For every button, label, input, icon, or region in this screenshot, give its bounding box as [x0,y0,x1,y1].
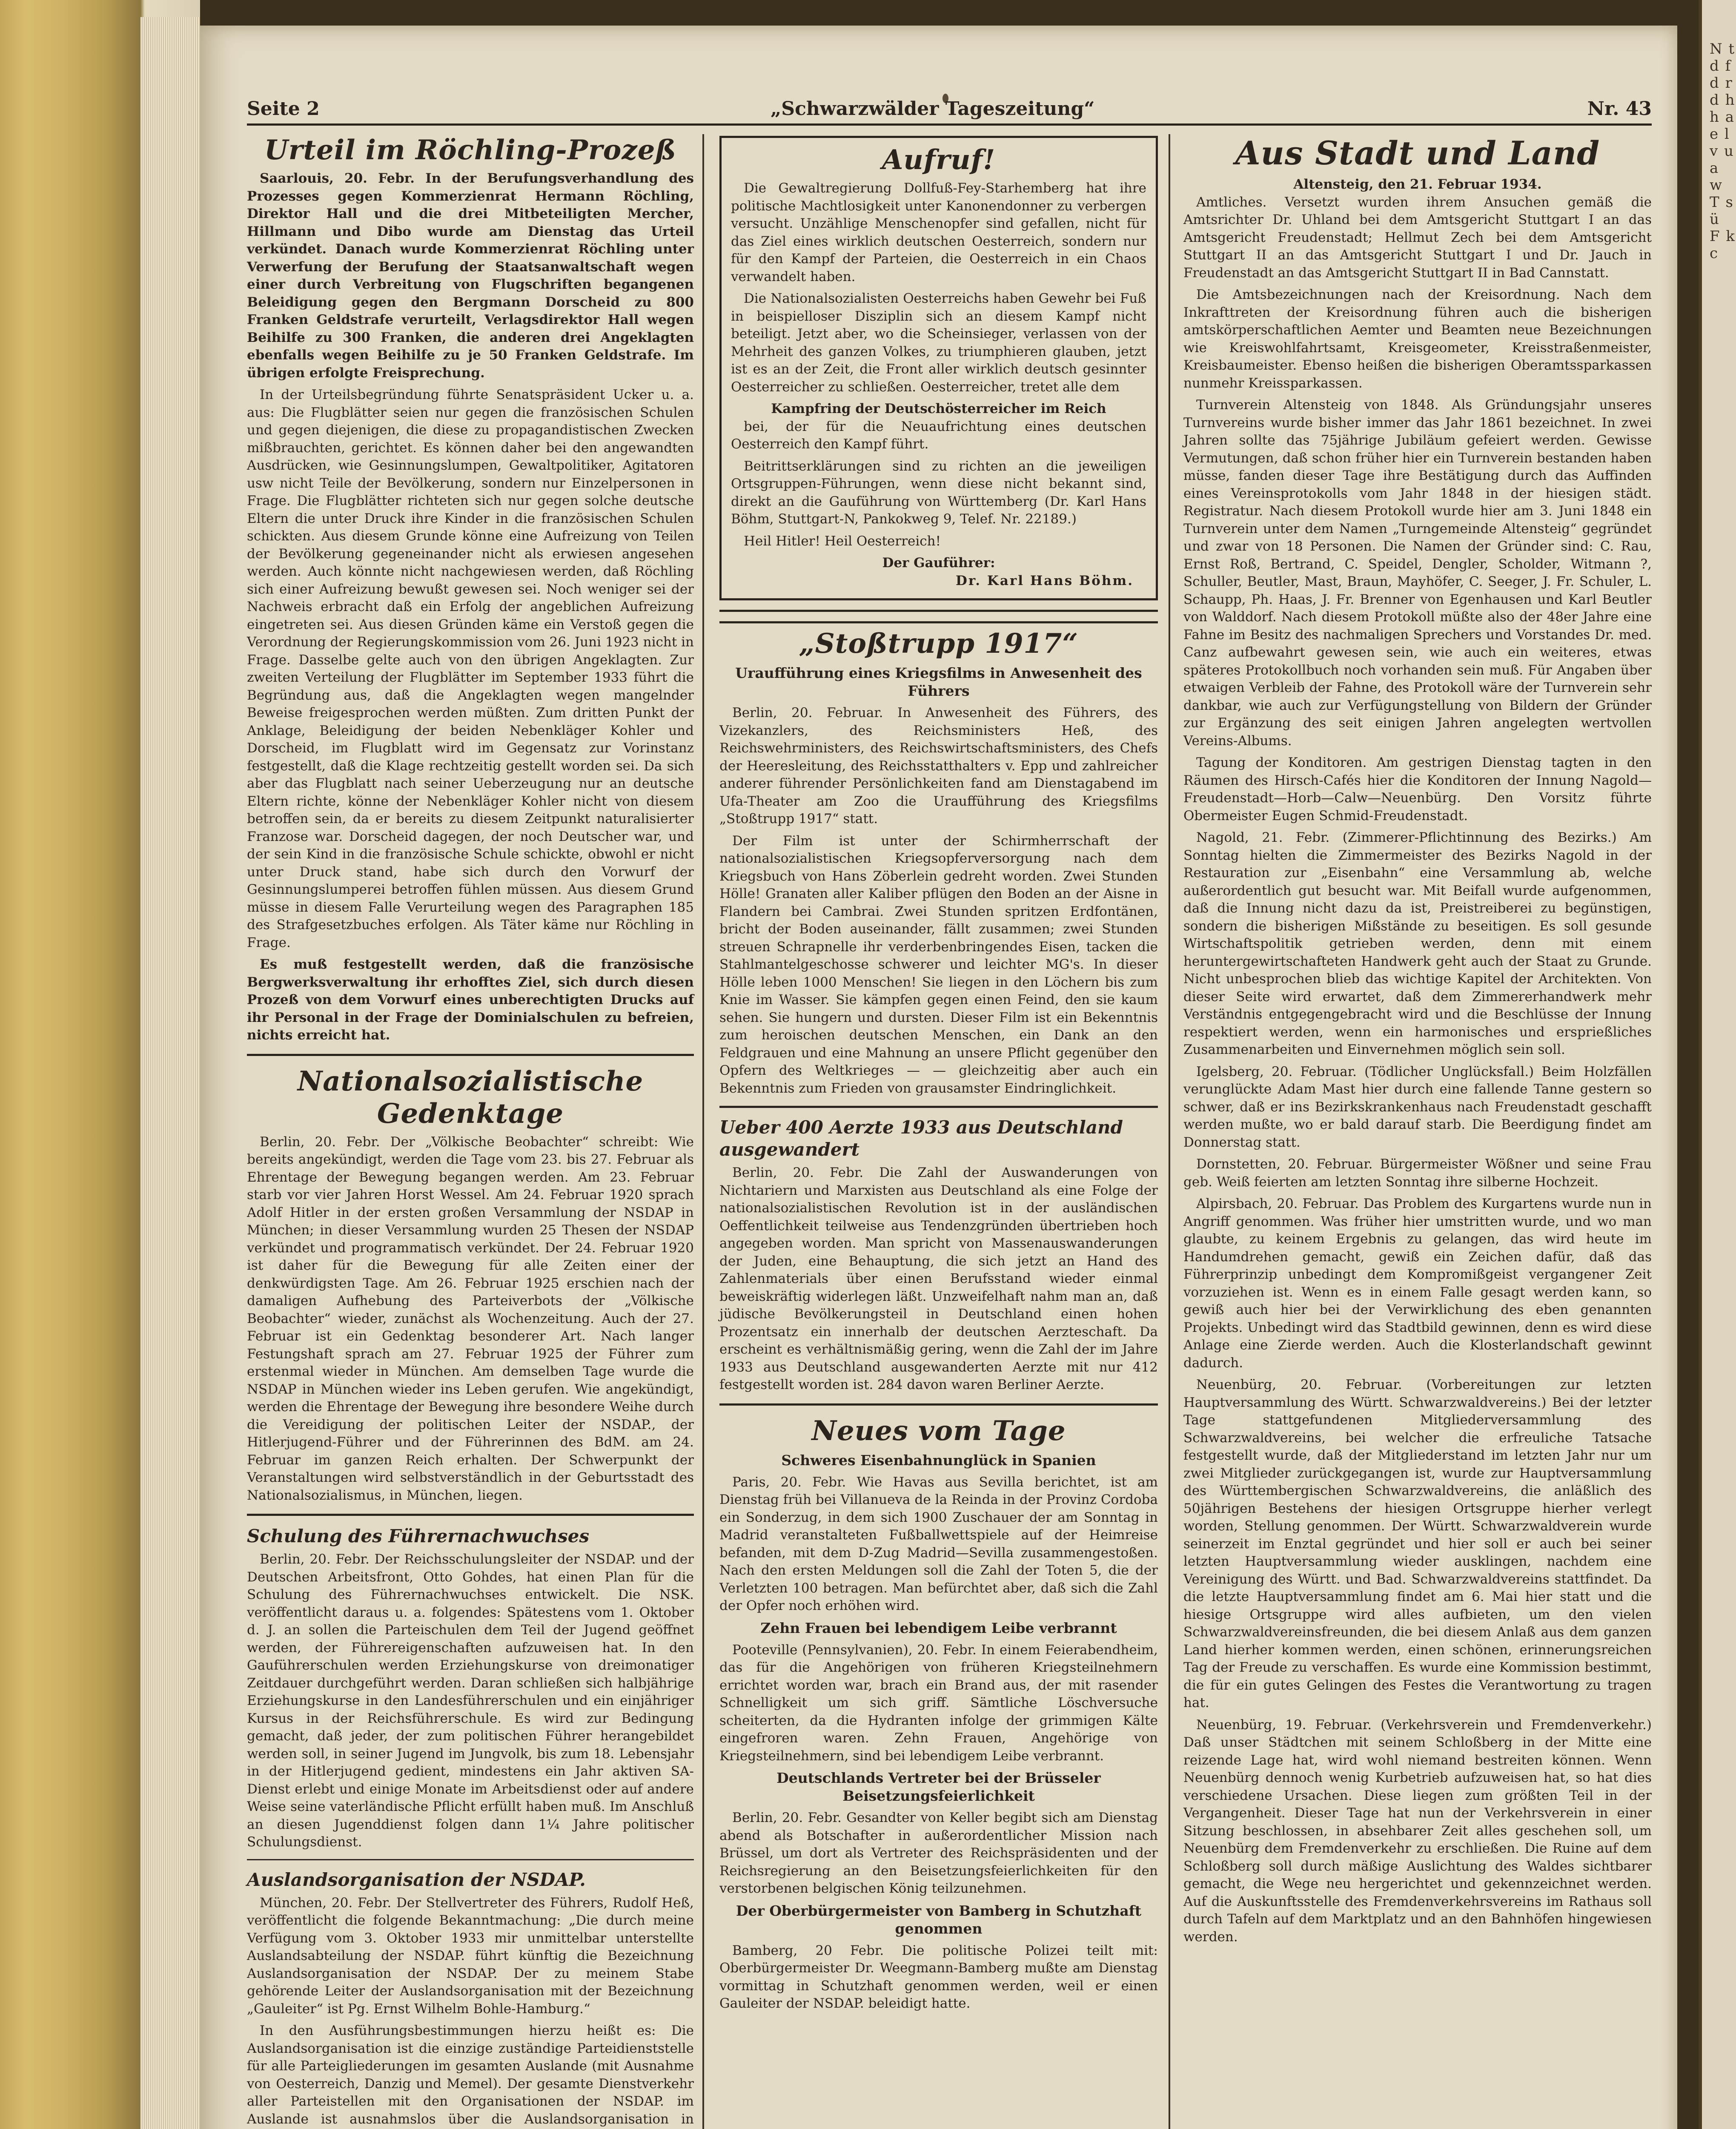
section-title: Aus Stadt und Land [1235,134,1600,172]
article-paragraph: Der Film ist unter der Schirmherrschaft der nationalsozialistischen Kriegsopferversorgung nach dem Kriegsbuch von Hans Zöberlein gedreht worden. Zwei Stunden Hölle! Granaten aller Kaliber pflügen den Boden an der Aisne in Flandern bei Cambrai. Zwei Stunden spritzen Erdfontänen, bricht der Boden auseinander, fällt zusammen; zwei Stunden streuen Schrapnelle ihr verderbenbringendes Eisen, tacken die Stahlmantelgeschosse schwerer und leichter MG's. In dieser Hölle leben 1000 Menschen! Sie liegen in den Löchern bis zum Knie im Wasser. Sie kämpfen gegen einen Feind, den sie kaum sehen. Sie hungern und dursten. Dieser Film ist ein Bekenntnis zum heroischen deutschen Menschen, ein Dank an den Feldgrauen und eine Mahnung an unsere Pflicht gegenüber den Opfern des Weltkrieges — — gleichzeitig aber auch ein Bekenntnis zum Frieden von grausamster Eindringlichkeit. [719,833,1158,1096]
article-title: Schulung des Führernachwuchses [247,1526,590,1547]
article-title: Neues vom Tage [811,1415,1066,1447]
signature-title: Der Gauführer: [882,555,995,571]
article-paragraph: Pooteville (Pennsylvanien), 20. Febr. In einem Feierabendheim, das für die Angehörigen von früheren Kriegsteilnehmern errichtet worden war, brach ein Brand aus, der mit rasender Schnelligkeit um sich griff. Sämtliche Löschversuche scheiterten, da die Hydranten infolge der grimmigen Kälte eingefroren waren. Zehn Frauen, Angehörige von Kriegsteilnehmern, sind bei lebendigem Leibe verbrannt. [719,1642,1158,1764]
divider [719,610,1158,612]
article-paragraph: In den Ausführungsbestimmungen hierzu heißt es: Die Auslandsorganisation ist die einzige zuständige Parteidienststelle für alle Parteigliederungen im gesamten Auslande (mit Ausnahme von Oesterreich, Danzig und Memel). Der gesamte Dienstverkehr aller Parteistellen mit den Organisationen der NSDAP. im Auslande ist ausnahmslos über die Auslandsorganisation in [247,2023,694,2127]
column-rule [702,134,704,2129]
dateline: Altensteig, den 21. Februar 1934. [1293,177,1542,192]
column-right [1183,134,1652,2129]
issue-number: Nr. 43 [1587,98,1652,120]
page-header [247,98,1652,126]
article-paragraph: Bamberg, 20 Febr. Die politische Polizei teilt mit: Oberbürgermeister Dr. Weegmann-Bamberg mußte am Dienstag vormittag in Schutzhaft genommen werden, weil er einen Gauleiter der NSDAP. beleidigt hatte. [719,1942,1158,2011]
article-title: Urteil im Röchling-Prozeß [264,134,677,166]
article-paragraph: Dornstetten, 20. Februar. Bürgermeister Wößner und seine Frau geb. Weiß feierten am letzten Sonntag ihre silberne Hochzeit. [1183,1156,1652,1190]
article-paragraph: Nagold, 21. Febr. (Zimmerer-Pflichtinnung des Bezirks.) Am Sonntag hielten die Zimmermeister des Bezirks Nagold in der Restauration zur „Eisenbahn“ eine Versammlung ab, welche außerordentlich gut besucht war. Mit Beifall wurde aufgenommen, daß die Innung nicht dazu da ist, Preistreiberei zu begünstigen, sondern die bisherigen Mißstände zu beseitigen. Es soll gesunde Wirtschaftspolitik getrieben werden, denn mit einem heruntergewirtschafteten Handwerk geht auch der Staat zu Grunde. Nicht unbesprochen blieb das wichtige Kapitel der Architekten. Von dieser Seite wird erwartet, daß dem Zimmererhandwerk mehr Verständnis entgegengebracht wird und die Beschlüsse der Innung respektiert werden, wenn ein harmonisches und ersprießliches Zusammenarbeiten und Einvernehmen möglich sein soll. [1183,830,1652,1057]
article-paragraph: bei, der für die Neuaufrichtung eines deutschen Oesterreich den Kampf führt. [731,419,1146,452]
article-paragraph: Die Gewaltregierung Dollfuß-Fey-Starhemberg hat ihre politische Machtlosigkeit unter Kanonendonner zu verbergen versucht. Unzählige Menschenopfer sind gefallen, nicht für das Ziel eines wirklich deutschen Oesterreich, sondern nur für den Kampf der Parteien, die Oesterreich in ein Chaos verwandelt haben. [731,181,1146,284]
news-heading: Deutschlands Vertreter bei der Brüsseler Beisetzungsfeierlichkeit [776,1770,1101,1804]
book-binding [0,0,200,2129]
newspaper-name: „Schwarzwälder Tageszeitung“ [771,98,1095,120]
article-paragraph: Heil Hitler! Heil Oesterreich! [744,533,941,549]
article-subtitle: Uraufführung eines Kriegsfilms in Anwesenheit des Führers [735,665,1142,699]
article-paragraph: Berlin, 20. Februar. In Anwesenheit des Führers, des Vizekanzlers, des Reichsministers Heß, des Reichswehrministers, des Reichswirtschaftsministers, des Chefs der Heeresleitung, des Reichsstatthalters v. Epp und zahlreicher anderer führender Persönlichkeiten fand am Dienstagabend im Ufa-Theater am Zoo die Uraufführung des Kriegsfilms „Stoßtrupp 1917“ statt. [719,705,1158,826]
article-paragraph: In der Urteilsbegründung führte Senatspräsident Ucker u. a. aus: Die Flugblätter seien nur gegen die französischen Schulen und gegen diejenigen, die diese zu propagandistischen Zwecken mißbrauchten, gerichtet. Es können daher bei den angewandten Ausdrücken, wie Gesinnungslumpen, Gewaltpolitiker, Agitatoren usw nicht Teile der Bevölkerung, sondern nur Einzelpersonen in Frage. Die Flugblätter richteten sich nur gegen solche deutsche Eltern die unter Druck ihre Kinder in die französischen Schulen schickten. Aus diesem Grunde könne eine Aufreizung von Teilen der Bevölkerung gegeneinander nicht als erwiesen angesehen werden. Auch könnte nicht nachgewiesen werden, daß Röchling sich einer Aufreizung bewußt gewesen sei. Noch weniger sei der Nachweis erbracht daß ein Erfolg der angeblichen Aufreizung eingetreten sei. Aus diesen Gründen käme ein Verstoß gegen die Verordnung der Regierungskommission vom 26. Juni 1923 nicht in Frage. Dasselbe gelte auch von den übrigen Angeklagten. Zur zweiten Verteilung der Flugblätter im September 1933 führt die Begründung aus, daß die Angeklagten wegen mangelnder Beweise freigesprochen werden müßten. Zum dritten Punkt der Anklage, Beleidigung der beiden Nebenkläger Kohler und Dorscheid, im Flugblatt wird im Gegensatz zur Vorinstanz festgestellt, daß die Klage rechtzeitig gestellt worden sei. Da sich aber das Flugblatt nach seiner Ueberzeugung nur an deutsche Eltern richte, könne der Nebenkläger Kohler nicht von diesem betroffen sein, da er bereits zu diesem Zeitpunkt naturalisierter Franzose war. Dorscheid dagegen, der noch Deutscher war, und der sein Kind in die französische Schule schickte, obwohl er nicht unter Druck stand, habe sich durch den Vorwurf der Gesinnungslumperei betroffen fühlen müssen. Aus diesem Grund müsse in diesem Falle Verurteilung wegen des Paragraphen 185 des Strafgesetzbuches erfolgen. Als Täter käme nur Röchling in Frage. [247,387,694,950]
article-paragraph: Berlin, 20. Febr. Der Reichsschulungsleiter der NSDAP. und der Deutschen Arbeitsfront, Otto Gohdes, hat einen Plan für die Schulung des Führernachwuchses entwickelt. Die NSK. veröffentlicht daraus u. a. folgendes: Spätestens vom 1. Oktober d. J. an sollen die Parteischulen dem Teil der Jugend geöffnet werden, der Führereigenschaften aufzuweisen hat. In den Gauführerschulen werden Erziehungskurse von dreimonatiger Zeitdauer durchgeführt werden. Daran schließen sich halbjährige Erziehungskurse in den Landesführerschulen und ein einjähriger Kursus in der Reichsführerschule. Es wird zur Bedingung gemacht, daß jeder, der zum politischen Führer herangebildet werden soll, in seiner Jugend im Jungvolk, bis zum 18. Lebensjahr in der Hitlerjugend gedient, mindestens ein Jahr aktiven SA-Dienst erlebt und einige Monate im Arbeitsdienst oder auf andere Weise seine vaterländische Pflicht erfüllt haben muß. Im Anschluß an diesen Jugenddienst folgen dann 1¼ Jahre politischer Schulungsdienst. [247,1552,694,1850]
article-title: Nationalsozialistische Gedenktage [297,1065,644,1130]
article-paragraph: Neuenbürg, 19. Februar. (Verkehrsverein und Fremdenverkehr.) Daß unser Städtchen mit seinem Schloßberg in der Mitte eine reizende Lage hat, wird wohl niemand bestreiten können. Wenn Neuenbürg dennoch wenig Kurbetrieb aufzuweisen hat, so hat dies verschiedene Ursachen. Diese liegen zum größten Teil in der Vergangenheit. Dieser Tage hat nun der Verkehrsverein in einer Sitzung beschlossen, in absehbarer Zeit alles geschehen soll, um Neuenbürg dem Fremdenverkehr zu erschließen. Die Ruine auf dem Schloßberg soll durch mäßige Auslichtung des Waldes sichtbarer gemacht, die Wege neu hergerichtet und gekennzeichnet werden. Auf die Auskunftsstelle des Fremdenverkehrsvereins im Rathaus soll durch Tafeln auf dem Marktplatz und an den Bahnhöfen hingewiesen werden. [1183,1717,1652,1945]
article-paragraph: Berlin, 20. Febr. Die Zahl der Auswanderungen von Nichtariern und Marxisten aus Deutschland als eine Folge der nationalsozialistischen Revolution ist in der ausländischen Oeffentlichkeit teilweise aus Tendenzgründen übertrieben hoch angegeben worden. Man spricht von Massenauswanderungen der Juden, eine Behauptung, die sich jetzt an Hand des Zahlenmaterials über einen Berufsstand wieder einmal beweiskräftig widerlegen läßt. Unzweifelhaft nahm man an, daß jüdische Bevölkerungsteil in Deutschland einen hohen Prozentsatz ein innerhalb der deutschen Aerzteschaft. Da erscheint es verhältnismäßig gering, wenn die Zahl der im Jahre 1933 aus Deutschland ausgewanderten Aerzte mit nur 412 festgestellt worden ist. 284 davon waren Berliner Aerzte. [719,1165,1158,1392]
article-subheading: Kampfring der Deutschösterreicher im Reich [771,401,1106,416]
article-paragraph: Alpirsbach, 20. Februar. Das Problem des Kurgartens wurde nun in Angriff genommen. Was früher hier umstritten wurde, und wo man glaubte, zu keinem Ergebnis zu gelangen, das wird heute im Handumdrehen gemacht, gewiß ein Zeichen dafür, daß das Führerprinzip unbedingt dem Kompromißgeist vergangener Zeit vorzuziehen ist. Wenn es in einem Falle gesagt werden kann, so gewiß auch hier bei der Verwirklichung des eben genannten Projekts. Unbedingt wird das Stadtbild gewinnen, denn es wird diese Anlage eine Zierde werden. Auch die Klosterlandschaft gewinnt dadurch. [1183,1196,1652,1371]
column-left [247,134,694,2129]
column-rule [1169,134,1170,2129]
film-article [719,621,1158,1108]
article-paragraph: Es muß festgestellt werden, daß die französische Bergwerksverwaltung ihr erhofftes Ziel, sich durch diesen Prozeß von dem Vorwurf eines unberechtigten Drucks auf ihr Personal in der Frage der Dominialschulen zu befreien, nichts erreicht hat. [247,957,694,1043]
article-paragraph: Tagung der Konditoren. Am gestrigen Dienstag tagten in den Räumen des Hirsch-Cafés hier die Konditoren der Innung Nagold—Freudenstadt—Horb—Calw—Neuenbürg. Den Vorsitz führte Obermeister Eugen Schmid-Freudenstadt. [1183,755,1652,823]
article-paragraph: Beitrittserklärungen sind zu richten an die jeweiligen Ortsgruppen-Führungen, wenn diese nicht bekannt sind, direkt an die Gauführung von Württemberg (Dr. Karl Hans Böhm, Stuttgart-N, Pankokweg 9, Telef. Nr. 22189.) [731,458,1146,527]
newspaper-page [200,26,1677,2129]
page-stack-edge [140,17,200,2129]
appeal-box [719,136,1158,600]
article-paragraph: Die Nationalsozialisten Oesterreichs haben Gewehr bei Fuß in beispielloser Disziplin sich an diesem Kampf nicht beteiligt. Jetzt aber, wo die Scheinsieger, verlassen von der Mehrheit des ganzen Volkes, zu triumphieren glauben, jetzt ist es an der Zeit, die Front aller wirklich deutsch gesinnter Oesterreicher zu schließen. Oesterreicher, tretet alle dem [731,291,1146,395]
divider [247,1514,694,1516]
article-paragraph: Berlin, 20. Febr. Gesandter von Keller begibt sich am Dienstag abend als Botschafter in außerordentlicher Mission nach Brüssel, um dort als Vertreter des Reichspräsidenten und der Reichsregierung an den Beisetzungsfeierlichkeiten für den verstorbenen belgischen König teilzunehmen. [719,1810,1158,1896]
article-paragraph: Neuenbürg, 20. Februar. (Vorbereitungen zur letzten Hauptversammlung des Württ. Schwarzwaldvereins.) Bei der letzter Tage stattgefundenen Mitgliederversammlung des Schwarzwaldvereins, bei welcher die erfreuliche Tatsache festgestellt wurde, daß der Mitgliederstand im letzten Jahr nur um zwei Mitglieder zurückgegangen ist, wurde zur Hauptversammlung des Württembergischen Schwarzwaldvereins, die anläßlich des 50jährigen Bestehens der hiesigen Ortsgruppe hierher verlegt worden, Stellung genommen. Der Württ. Schwarzwaldverein wurde seinerzeit im Enztal gegründet und hier soll er auch bei seiner letzten Hauptversammlung wieder ausklingen, nachdem eine Vereinigung des Württ. und Bad. Schwarzwaldvereins stattfindet. Da die letzte Hauptversammlung findet am 6. Mai hier statt und die hiesige Ortsgruppe wird alles aufbieten, um den vielen Schwarzwaldvereinsfreunden, die bei diesem Anlaß aus dem ganzen Land hierher kommen werden, einen schönen, erinnerungsreichen Tag der Freude zu verschaffen. Es wurde eine Kommission bestimmt, die für ein gutes Gelingen des Festes die Verantwortung zu tragen hat. [1183,1377,1652,1710]
news-heading: Schweres Eisenbahnunglück in Spanien [781,1452,1096,1469]
article-paragraph: Die Amtsbezeichnungen nach der Kreisordnung. Nach dem Inkrafttreten der Kreisordnung führen auch die bisherigen amtskörperschaftlichen Aemter und Beamten neue Bezeichnungen wie Kreiswohlfahrtsamt, Kreisgeometer, Kreisstraßenmeister, Kreisbaumeister. Ebenso heißen die bisherigen Oberamtssparkassen nunmehr Kreissparkassen. [1183,287,1652,391]
article-title: Aufruf! [882,144,996,176]
news-heading: Der Oberbürgermeister von Bamberg in Schutzhaft genommen [736,1902,1142,1937]
article-paragraph: Turnverein Altensteig von 1848. Als Gründungsjahr unseres Turnvereins wurde bisher immer das Jahr 1861 bezeichnet. In zwei Jahren sollte das 75jährige Jubiläum gefeiert werden. Gewisse Vermutungen, daß schon früher hier ein Turnverein bestanden haben müsse, fanden dieser Tage ihre Bestätigung durch das Auffinden eines Vereinsprotokolls vom Jahr 1848 in der hiesigen städt. Registratur. Nach diesem Protokoll wurde hier am 3. Juni 1848 ein Turnverein unter dem Namen „Turngemeinde Altensteig“ gegründet und zwar von 18 Personen. Die Namen der Gründer sind: C. Rau, Ernst Roß, Bertrand, C. Speidel, Dengler, Scholder, Witmann ?, Schuller, Beutler, Mast, Braun, Mayhöfer, C. Seeger, J. Fr. Schuler, L. Schaupp, Ph. Haas, J. Fr. Brenner von Egenhausen und Karl Beutler von Walddorf. Nach diesem Protokoll müßte also der 48er Jahre eine Fahne im Besitz des nachmaligen Sprechers und Vorstandes Dr. med. Canz aufbewahrt gewesen sein, wie auch ein weiteres, etwas späteres Protokollbuch noch vorhanden sein muß. Für Angaben über etwaigen Verbleib der Fahne, des Protokoll wäre der Turnverein sehr dankbar, wie auch zur Verfügungstellung von Bildern der Gründer zur Ergänzung des seit einigen Jahren angelegten wertvollen Vereins-Albums. [1183,397,1652,749]
divider [247,1859,694,1860]
divider [719,1403,1158,1406]
news-heading: Zehn Frauen bei lebendigem Leibe verbrannt [760,1619,1117,1636]
article-paragraph: München, 20. Febr. Der Stellvertreter des Führers, Rudolf Heß, veröffentlicht die folgende Bekanntmachung: „Die durch meine Verfügung vom 3. Oktober 1933 mir unmittelbar unterstellte Auslandsabteilung der NSDAP. führt künftig die Bezeichnung Auslandsorganisation der NSDAP. Der zu meinem Stabe gehörende Leiter der Auslandsorganisation mit der Bezeichnung „Gauleiter“ ist Pg. Ernst Wilhelm Bohle-Hamburg.“ [247,1895,694,2017]
page-number: Seite 2 [247,98,320,120]
article-title: Ueber 400 Aerzte 1933 aus Deutschland ausgewandert [719,1117,1123,1160]
article-paragraph: Saarlouis, 20. Febr. In der Berufungsverhandlung des Prozesses gegen Kommerzienrat Hermann Röchling, Direktor Hall und die drei Mitbeteiligten Mercher, Hillmann und Dibo wurde am Dienstag das Urteil verkündet. Danach wurde Kommerzienrat Röchling unter Verwerfung der Berufung der Staatsanwaltschaft wegen einer durch Verbreitung von Flugschriften begangenen Beleidigung gegen den Bergmann Dorscheid zu 800 Franken Geldstrafe verurteilt, Verlagsdirektor Hall wegen Beihilfe zu 300 Franken, die anderen drei Angeklagten ebenfalls wegen Beihilfe zu je 50 Franken Geldstrafe. Im übrigen erfolgte Freisprechung. [247,171,694,381]
divider [247,1054,694,1056]
article-paragraph: Berlin, 20. Febr. Der „Völkische Beobachter“ schreibt: Wie bereits angekündigt, werden die Tage vom 23. bis 27. Februar als Ehrentage der Bewegung begangen werden. Am 23. Februar starb vor vier Jahren Horst Wessel. Am 24. Februar 1920 sprach Adolf Hitler in der ersten großen Versammlung der NSDAP in München; in dieser Versammlung wurden 25 Thesen der NSDAP verkündet und programmatisch verkündet. Der 24. Februar 1920 ist daher für die Bewegung für alle Zeiten einer der denkwürdigsten Tage. Am 26. Februar 1925 erschien nach der damaligen Aufhebung des Parteiverbots der „Völkische Beobachter“ wieder, zunächst als Wochenzeitung. Auch der 27. Februar ist ein Gedenktag besonderer Art. Nach langer Festungshaft sprach am 27. Februar 1925 der Führer zum erstenmal wieder in München. Am demselben Tage wurde die NSDAP in München wieder ins Leben gerufen. Wie angekündigt, werden die Ehrentage der Bewegung ihre besondere Weihe durch die Vereidigung der politischen Leiter der NSDAP., der Hitlerjugend-Führer und der Führerinnen des BdM. am 24. Februar im ganzen Reich erhalten. Der Schwerpunkt der Veranstaltungen wird selbstverständlich in der Geburtsstadt des Nationalsozialismus, in München, liegen. [247,1134,694,1503]
article-paragraph: Paris, 20. Febr. Wie Havas aus Sevilla berichtet, ist am Dienstag früh bei Villanueva de la Reinda in der Provinz Cordoba ein Sonderzug, in dem sich 1900 Zuschauer der am Sonntag in Madrid veranstalteten Fußballwettspiele auf der Heimreise befanden, mit dem D-Zug Madrid—Sevilla zusammengestoßen. Nach den ersten Meldungen soll die Zahl der Toten 5, die der Verletzten 100 betragen. Man befürchtet aber, daß sich die Zahl der Opfer noch erhöhen wird. [719,1474,1158,1613]
next-page-fragment: N t d f d r d h h a e l v u a w T s ü F k c [1710,40,1736,262]
article-title: „Stoßtrupp 1917“ [799,628,1079,660]
article-title: Auslandsorganisation der NSDAP. [247,1869,586,1890]
column-middle [719,134,1158,2129]
article-paragraph: Amtliches. Versetzt wurden ihrem Ansuchen gemäß die Amtsrichter Dr. Uhland bei dem Amtsgericht Stuttgart I an das Amtsgericht Freudenstadt; Hellmut Zech bei dem Amtsgericht Stuttgart II an das Amtsgericht Stuttgart I und Dr. Jauch in Freudenstadt an das Amtsgericht Stuttgart II in Bad Cannstatt. [1183,194,1652,281]
signature: Dr. Karl Hans Böhm. [955,573,1134,588]
article-paragraph: Igelsberg, 20. Februar. (Tödlicher Unglücksfall.) Beim Holzfällen verunglückte Adam Mast hier durch eine fallende Tanne gestern so schwer, daß er ins Bezirkskrankenhaus nach Freudenstadt geschafft werden mußte, wo er bald darauf starb. Die Beerdigung findet am Donnerstag statt. [1183,1064,1652,1150]
next-page-edge [1699,0,1736,2129]
